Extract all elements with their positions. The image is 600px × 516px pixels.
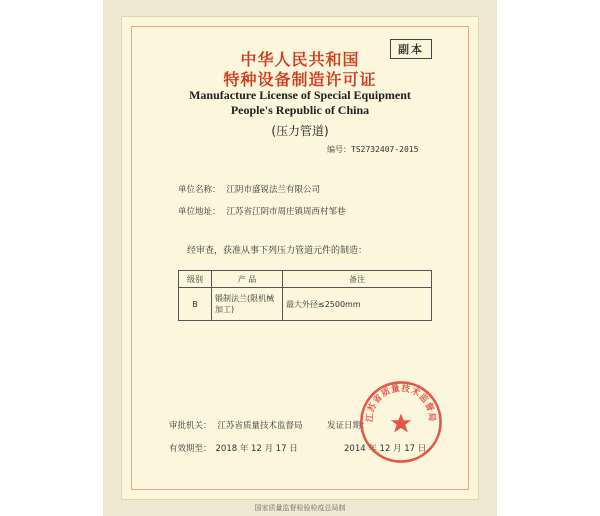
validity-row [169, 442, 298, 454]
authority-value: 江苏省质量技术监督局 [217, 421, 303, 431]
validity-date: 2018 年 12 月 17 日 [215, 444, 298, 454]
unit-name-row [178, 183, 320, 195]
svg-text:江苏省质量技术监督局: 江苏省质量技术监督局 [365, 383, 437, 423]
cell-product: 锻制法兰(限机械加工) [212, 288, 283, 321]
header-level: 级别 [179, 271, 212, 288]
issuer-label: 发证日期： [327, 421, 370, 431]
unit-address-value: 江苏省江阴市周庄镇周西村邹巷 [226, 207, 346, 217]
license-certificate [121, 16, 479, 500]
footer-issuer-text: 国家质量监督检验检疫总局制 [254, 504, 346, 512]
scope-table-header [179, 271, 432, 288]
title-cn-line1: 中华人民共和国 [240, 50, 360, 69]
license-number: 编号：TS2732407-2015 [327, 145, 419, 154]
unit-address-label: 单位地址： [178, 207, 221, 217]
header-product: 产 品 [212, 271, 283, 288]
footer-strip [121, 500, 479, 516]
cell-note: 最大外径≤2500mm [283, 288, 432, 321]
validity-label: 有效期至： [169, 444, 212, 454]
category-label: (压力管道) [271, 124, 329, 138]
table-row [179, 288, 432, 321]
title-en-line2: People's Republic of China [230, 103, 370, 117]
approval-statement: 经审查，获准从事下列压力管道元件的制造： [187, 246, 368, 256]
official-seal-icon [358, 379, 444, 465]
title-en-line1: Manufacture License of Special Equipment [189, 88, 411, 102]
title-cn-line2: 特种设备制造许可证 [223, 70, 377, 89]
scope-table [178, 270, 432, 321]
cell-level: B [179, 288, 212, 321]
authority-label: 审批机关： [169, 421, 212, 431]
issue-date: 2014 年 12 月 17 日 [344, 444, 427, 454]
unit-name-value: 江阴市盛锐法兰有限公司 [226, 185, 321, 195]
unit-name-label: 单位名称： [178, 185, 221, 195]
unit-address-row [178, 205, 346, 217]
copy-label: 副本 [390, 39, 432, 59]
authority-row [169, 419, 303, 431]
header-note: 备注 [283, 271, 432, 288]
